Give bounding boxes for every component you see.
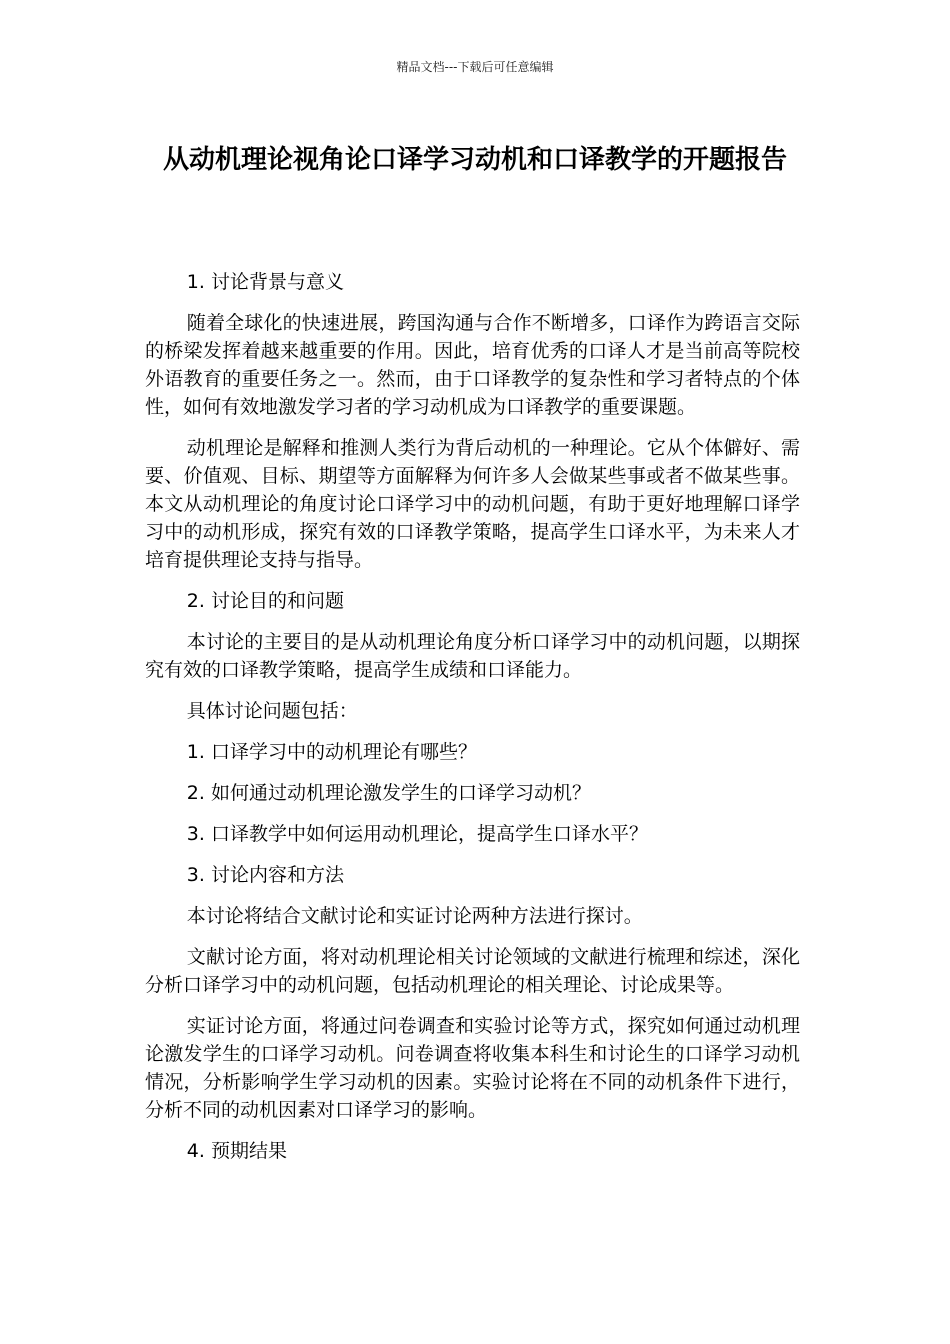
paragraph-literature-review: 文献讨论方面，将对动机理论相关讨论领域的文献进行梳理和综述，深化分析口译学习中的动机问题，包括动机理论的相关理论、讨论成果等。 [145,946,800,996]
question-item-3: 3. 口译教学中如何运用动机理论，提高学生口译水平？ [186,823,648,845]
question-item-1: 1. 口译学习中的动机理论有哪些？ [186,741,477,763]
document-title: 从动机理论视角论口译学习动机和口译教学的开题报告 [162,145,787,175]
paragraph-motivation-theory: 动机理论是解释和推测人类行为背后动机的一种理论。它从个体僻好、需要、价值观、目标、期望等方面解释为何许多人会做某些事或者不做某些事。本文从动机理论的角度讨论口译学习中的动机问题，有助于更好地理解口译学习中的动机形成，探究有效的口译教学策略，提高学生口译水平，为未来人才培育提供理论支持与指导。 [145,437,800,571]
paragraph-methods-intro: 本讨论将结合文献讨论和实证讨论两种方法进行探讨。 [186,905,643,927]
question-item-2: 2. 如何通过动机理论激发学生的口译学习动机？ [186,782,591,804]
section-heading-methods: 3. 讨论内容和方法 [186,864,344,886]
paragraph-empirical-research: 实证讨论方面，将通过问卷调查和实验讨论等方式，探究如何通过动机理论激发学生的口译学习动机。问卷调查将收集本科生和讨论生的口译学习动机情况，分析影响学生学习动机的因素。实验讨论将在不同的动机条件下进行，分析不同的动机因素对口译学习的影响。 [145,1015,800,1121]
paragraph-questions-intro: 具体讨论问题包括： [186,700,358,722]
header-note: 精品文档---下载后可任意编辑 [396,60,554,74]
section-heading-expected-results: 4. 预期结果 [186,1140,287,1162]
section-heading-purpose: 2. 讨论目的和问题 [186,590,344,612]
document-body [145,268,800,1178]
section-heading-background: 1. 讨论背景与意义 [186,271,344,293]
paragraph-background: 随着全球化的快速进展，跨国沟通与合作不断增多，口译作为跨语言交际的桥梁发挥着越来越重要的作用。因此，培育优秀的口译人才是当前高等院校外语教育的重要任务之一。然而，由于口译教学的复杂性和学习者特点的个体性，如何有效地激发学习者的学习动机成为口译教学的重要课题。 [145,312,800,418]
paragraph-purpose: 本讨论的主要目的是从动机理论角度分析口译学习中的动机问题，以期探究有效的口译教学策略，提高学生成绩和口译能力。 [145,631,800,681]
